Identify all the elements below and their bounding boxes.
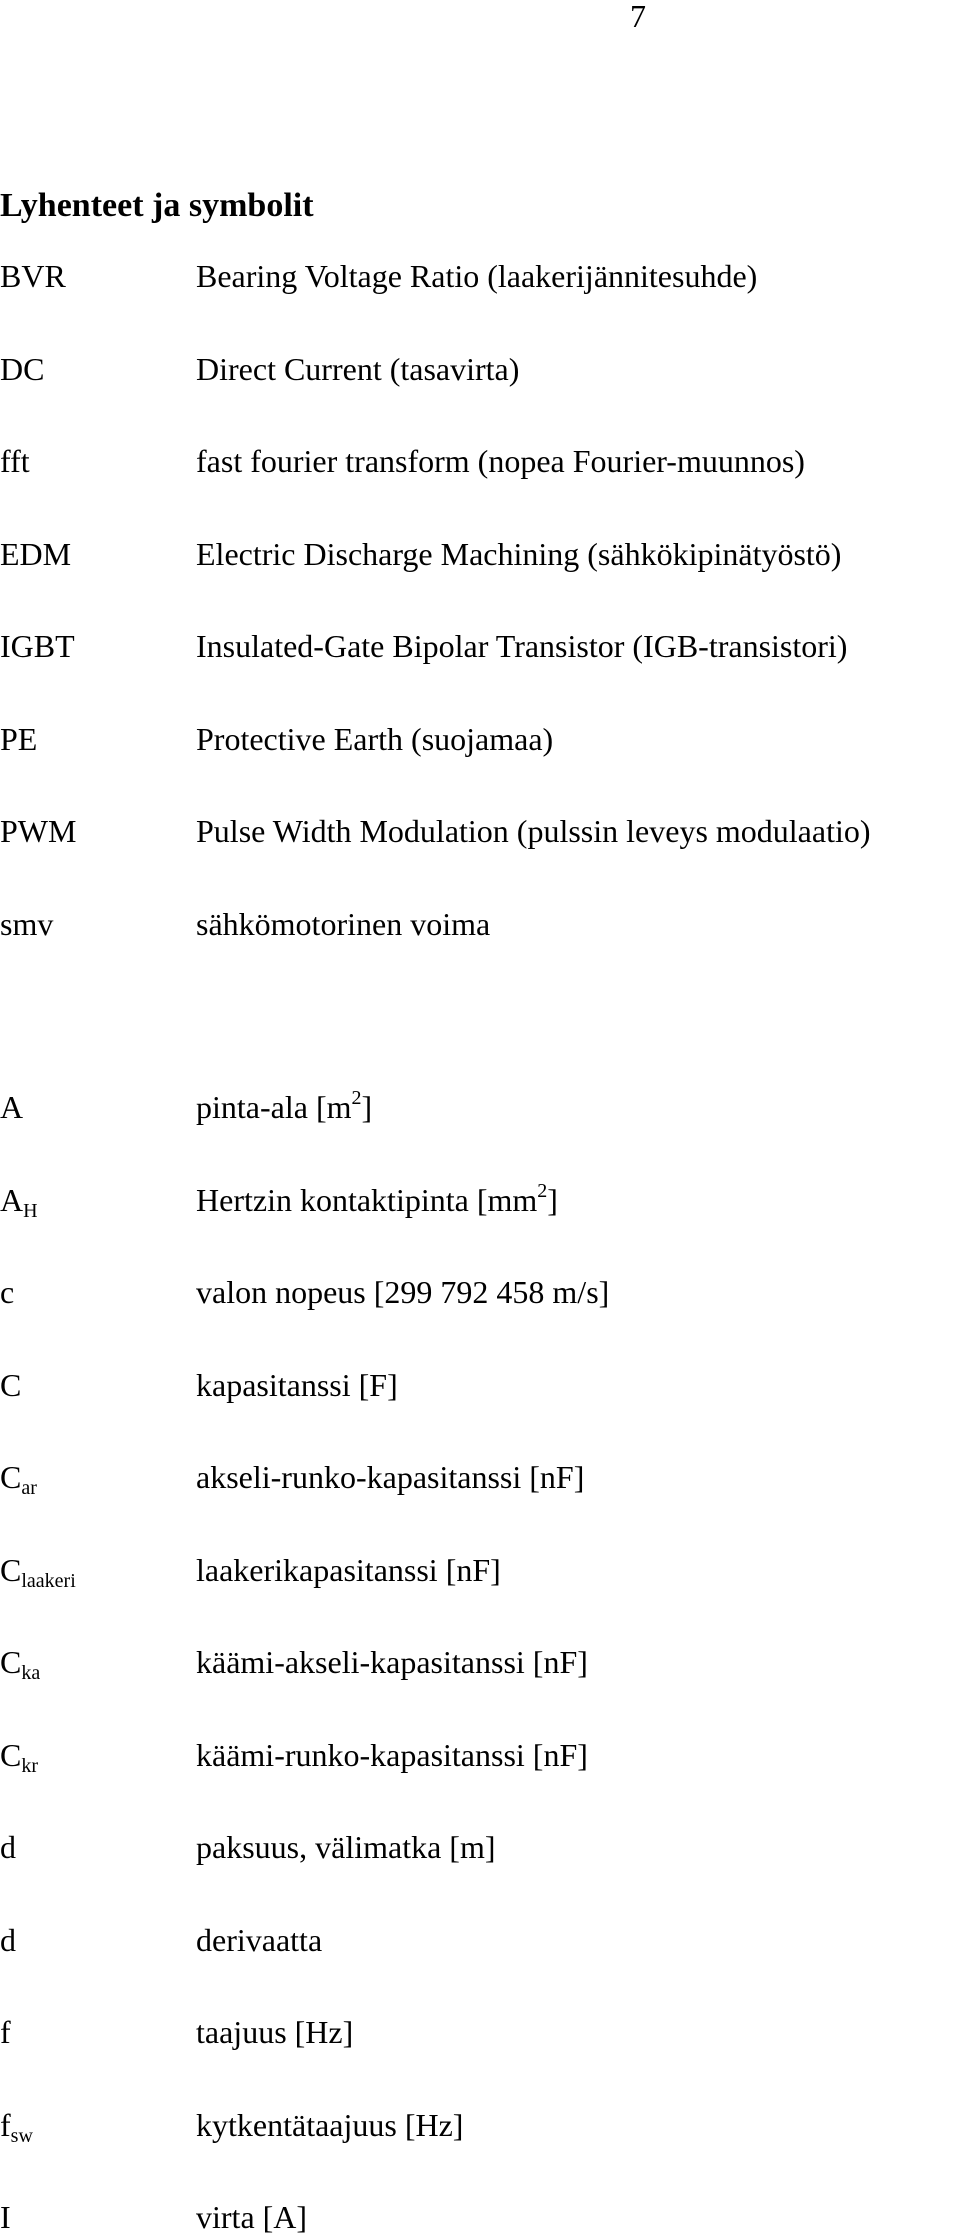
symbol-base: C bbox=[0, 1551, 22, 1588]
symbol bbox=[0, 2195, 11, 2239]
symbol-entry bbox=[0, 2010, 960, 2054]
abbreviation-entry bbox=[0, 902, 960, 946]
symbol-definition-suffix: ] bbox=[361, 1089, 373, 1125]
symbol-base: C bbox=[0, 1736, 22, 1773]
symbol bbox=[0, 1825, 16, 1869]
symbol-definition-text: käämi-runko-kapasitanssi [nF] bbox=[196, 1736, 588, 1773]
abbreviation-definition: Protective Earth (suojamaa) bbox=[196, 720, 554, 757]
symbol-base: f bbox=[0, 2106, 11, 2143]
section-title: Lyhenteet ja symbolit bbox=[0, 187, 314, 224]
symbol-base: d bbox=[0, 1829, 16, 1865]
abbreviation-entry bbox=[0, 809, 960, 853]
symbol-base: C bbox=[0, 1366, 22, 1403]
symbol-entry bbox=[0, 1640, 960, 1684]
symbol bbox=[0, 1733, 38, 1777]
symbol-definition-text: paksuus, välimatka [m] bbox=[196, 1829, 496, 1865]
symbol-superscript: 2 bbox=[351, 1087, 362, 1109]
symbol-base: A bbox=[0, 1089, 24, 1125]
page-number: 7 bbox=[630, 0, 646, 34]
abbreviation-definition: Insulated-Gate Bipolar Transistor (IGB-transistori) bbox=[196, 628, 848, 664]
symbol-definition bbox=[196, 1640, 588, 1684]
symbol bbox=[0, 1085, 23, 1129]
symbol-entry bbox=[0, 1918, 960, 1962]
symbol-base: A bbox=[0, 1181, 24, 1218]
abbreviation-symbol: PE bbox=[0, 720, 38, 757]
symbol-base: d bbox=[0, 1921, 16, 1958]
abbreviation-definition: Electric Discharge Machining (sähkökipinätyöstö) bbox=[196, 535, 842, 572]
symbol-entry bbox=[0, 1548, 960, 1592]
symbol-entry bbox=[0, 1363, 960, 1407]
symbol-definition bbox=[196, 1733, 588, 1777]
abbreviation-entry bbox=[0, 439, 960, 483]
symbol bbox=[0, 1178, 38, 1222]
symbol-definition-text: laakerikapasitanssi [nF] bbox=[196, 1551, 501, 1588]
abbreviation-symbol: PWM bbox=[0, 813, 77, 849]
abbreviation-symbol: EDM bbox=[0, 535, 72, 572]
symbol-definition bbox=[196, 1825, 495, 1869]
symbol-definition bbox=[196, 1918, 322, 1962]
symbol-subscript: kr bbox=[21, 1754, 39, 1777]
symbol bbox=[0, 1918, 16, 1962]
abbreviation-entry bbox=[0, 347, 960, 391]
symbol-superscript: 2 bbox=[537, 1179, 548, 1202]
abbreviation-symbol: IGBT bbox=[0, 628, 75, 664]
symbol-definition-text: valon nopeus [299 792 458 m/s] bbox=[196, 1274, 610, 1310]
symbol-definition-text: kapasitanssi [F] bbox=[196, 1366, 398, 1403]
abbreviation-definition: sähkömotorinen voima bbox=[196, 905, 491, 942]
symbol-definition bbox=[196, 2195, 307, 2239]
symbol bbox=[0, 1455, 37, 1499]
symbol-definition-text: käämi-akseli-kapasitanssi [nF] bbox=[196, 1644, 588, 1680]
abbreviation-entry bbox=[0, 532, 960, 576]
symbol-subscript: H bbox=[23, 1199, 38, 1222]
abbreviation-symbol: smv bbox=[0, 905, 54, 942]
symbol bbox=[0, 2103, 33, 2147]
abbreviation-definition: Pulse Width Modulation (pulssin leveys modulaatio) bbox=[196, 813, 871, 849]
symbol-subscript: ka bbox=[21, 1662, 41, 1684]
symbol-definition bbox=[196, 1363, 398, 1407]
symbol-definition-text: virta [A] bbox=[196, 2199, 308, 2235]
symbol-entry bbox=[0, 1733, 960, 1777]
symbol-definition bbox=[196, 2103, 463, 2147]
abbreviation-definition: Bearing Voltage Ratio (laakerijännitesuhde) bbox=[196, 258, 758, 294]
symbol-base: C bbox=[0, 1644, 22, 1680]
symbol-entry bbox=[0, 2195, 960, 2239]
abbreviation-definition: fast fourier transform (nopea Fourier-muunnos) bbox=[196, 443, 805, 479]
symbol-base: f bbox=[0, 2014, 11, 2050]
symbol-entry bbox=[0, 1825, 960, 1869]
symbol-subscript: sw bbox=[10, 2124, 33, 2147]
abbreviation-symbol: BVR bbox=[0, 258, 66, 294]
symbol-definition bbox=[196, 1178, 558, 1222]
symbol-entry bbox=[0, 1270, 960, 1314]
symbol-base: c bbox=[0, 1274, 15, 1310]
abbreviation-entry bbox=[0, 254, 960, 298]
symbol-entry bbox=[0, 2103, 960, 2147]
symbol bbox=[0, 1363, 21, 1407]
symbol-definition-text: derivaatta bbox=[196, 1921, 323, 1958]
symbol-subscript: ar bbox=[21, 1477, 37, 1499]
symbol-subscript: laakeri bbox=[21, 1569, 76, 1592]
symbol-definition-text: Hertzin kontaktipinta [mm bbox=[196, 1181, 538, 1218]
abbreviation-entry bbox=[0, 717, 960, 761]
symbol-definition-suffix: ] bbox=[547, 1181, 558, 1218]
symbol bbox=[0, 1640, 40, 1684]
symbol-definition bbox=[196, 1455, 584, 1499]
symbol-definition bbox=[196, 1270, 609, 1314]
symbol bbox=[0, 2010, 11, 2054]
symbol-definition bbox=[196, 1085, 372, 1129]
symbol-base: I bbox=[0, 2199, 11, 2235]
abbreviation-symbol: fft bbox=[0, 443, 30, 479]
symbol-definition-text: taajuus [Hz] bbox=[196, 2014, 354, 2050]
abbreviation-entry bbox=[0, 624, 960, 668]
symbol-definition bbox=[196, 2010, 353, 2054]
symbol bbox=[0, 1548, 76, 1592]
symbol-definition-text: akseli-runko-kapasitanssi [nF] bbox=[196, 1459, 585, 1495]
symbol-base: C bbox=[0, 1459, 22, 1495]
symbol-definition bbox=[196, 1548, 501, 1592]
symbol-entry bbox=[0, 1455, 960, 1499]
abbreviation-definition: Direct Current (tasavirta) bbox=[196, 350, 520, 387]
symbol-entry bbox=[0, 1178, 960, 1222]
abbreviation-symbol: DC bbox=[0, 350, 45, 387]
symbol-entry bbox=[0, 1085, 960, 1129]
symbol bbox=[0, 1270, 14, 1314]
symbol-definition-text: pinta-ala [m bbox=[196, 1089, 352, 1125]
symbol-definition-text: kytkentätaajuus [Hz] bbox=[196, 2106, 464, 2143]
